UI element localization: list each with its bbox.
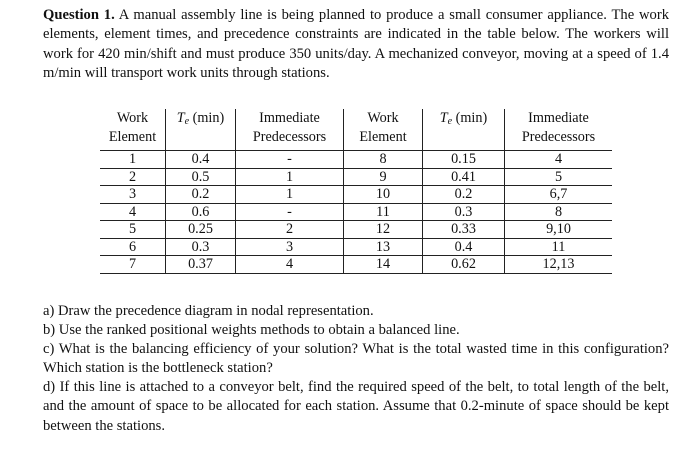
question-label: Question 1. [43, 7, 115, 23]
work-element-table [100, 109, 612, 274]
table-row [100, 256, 612, 274]
predecessor-cell: 1 [236, 186, 344, 204]
element-cell: 8 [344, 151, 423, 169]
predecessor-cell: - [236, 151, 344, 169]
header-work-element-left: Work Element [100, 109, 166, 151]
element-cell: 14 [344, 256, 423, 274]
time-cell: 0.3 [423, 203, 505, 221]
time-cell: 0.2 [423, 186, 505, 204]
header-predecessors-right: Immediate Predecessors [505, 109, 613, 151]
predecessor-cell: - [236, 203, 344, 221]
part-b: b) Use the ranked positional weights methods to obtain a balanced line. [43, 322, 460, 339]
time-cell: 0.33 [423, 221, 505, 239]
time-cell: 0.62 [423, 256, 505, 274]
element-cell: 2 [100, 168, 166, 186]
header-te-right: $T_e$ (min) [423, 109, 505, 151]
time-cell: 0.5 [166, 168, 236, 186]
element-cell: 4 [100, 203, 166, 221]
predecessor-cell: 1 [236, 168, 344, 186]
header-predecessors-left: Immediate Predecessors [236, 109, 344, 151]
element-cell: 11 [344, 203, 423, 221]
time-cell: 0.4 [166, 151, 236, 169]
question-intro [43, 6, 669, 84]
element-cell: 6 [100, 238, 166, 256]
element-cell: 13 [344, 238, 423, 256]
predecessor-cell: 5 [505, 168, 613, 186]
element-cell: 5 [100, 221, 166, 239]
element-cell: 9 [344, 168, 423, 186]
question-text: A manual assembly line is being planned to produce a small consumer appliance. The work elements, element times, and precedence constraints are indicated in the table below. The workers will work for 420 min/shift and must produce 350 units/day. A mechanized conveyor, moving at a speed of 1.4 m/min will transport work units through stations. [43, 7, 670, 82]
element-cell: 7 [100, 256, 166, 274]
table-row [100, 238, 612, 256]
time-cell: 0.6 [166, 203, 236, 221]
predecessor-cell: 11 [505, 238, 613, 256]
time-cell: 0.15 [423, 151, 505, 169]
table-row [100, 221, 612, 239]
time-cell: 0.25 [166, 221, 236, 239]
element-cell: 10 [344, 186, 423, 204]
element-cell: 3 [100, 186, 166, 204]
predecessor-cell: 2 [236, 221, 344, 239]
table-header-row [100, 109, 612, 151]
part-c: c) What is the balancing efficiency of your solution? What is the total wasted time in this configuration? Which station is the bottleneck station? [43, 341, 669, 377]
table-row [100, 168, 612, 186]
predecessor-cell: 4 [505, 151, 613, 169]
element-cell: 1 [100, 151, 166, 169]
time-cell: 0.3 [166, 238, 236, 256]
header-te-left: $T_e$ (min) [166, 109, 236, 151]
table-row [100, 186, 612, 204]
question-parts [43, 302, 669, 436]
header-work-element-right: Work Element [344, 109, 423, 151]
table-row [100, 151, 612, 169]
predecessor-cell: 3 [236, 238, 344, 256]
predecessor-cell: 4 [236, 256, 344, 274]
time-cell: 0.4 [423, 238, 505, 256]
part-a: a) Draw the precedence diagram in nodal representation. [43, 303, 374, 319]
predecessor-cell: 9,10 [505, 221, 613, 239]
time-cell: 0.37 [166, 256, 236, 274]
part-d: d) If this line is attached to a conveyor belt, find the required speed of the belt, to total length of the belt, and the amount of space to be allocated for each station. Assume that 0.2-minute of space should be kept between the stations. [43, 379, 669, 434]
predecessor-cell: 6,7 [505, 186, 613, 204]
table-row [100, 203, 612, 221]
predecessor-cell: 12,13 [505, 256, 613, 274]
element-cell: 12 [344, 221, 423, 239]
predecessor-cell: 8 [505, 203, 613, 221]
time-cell: 0.41 [423, 168, 505, 186]
time-cell: 0.2 [166, 186, 236, 204]
